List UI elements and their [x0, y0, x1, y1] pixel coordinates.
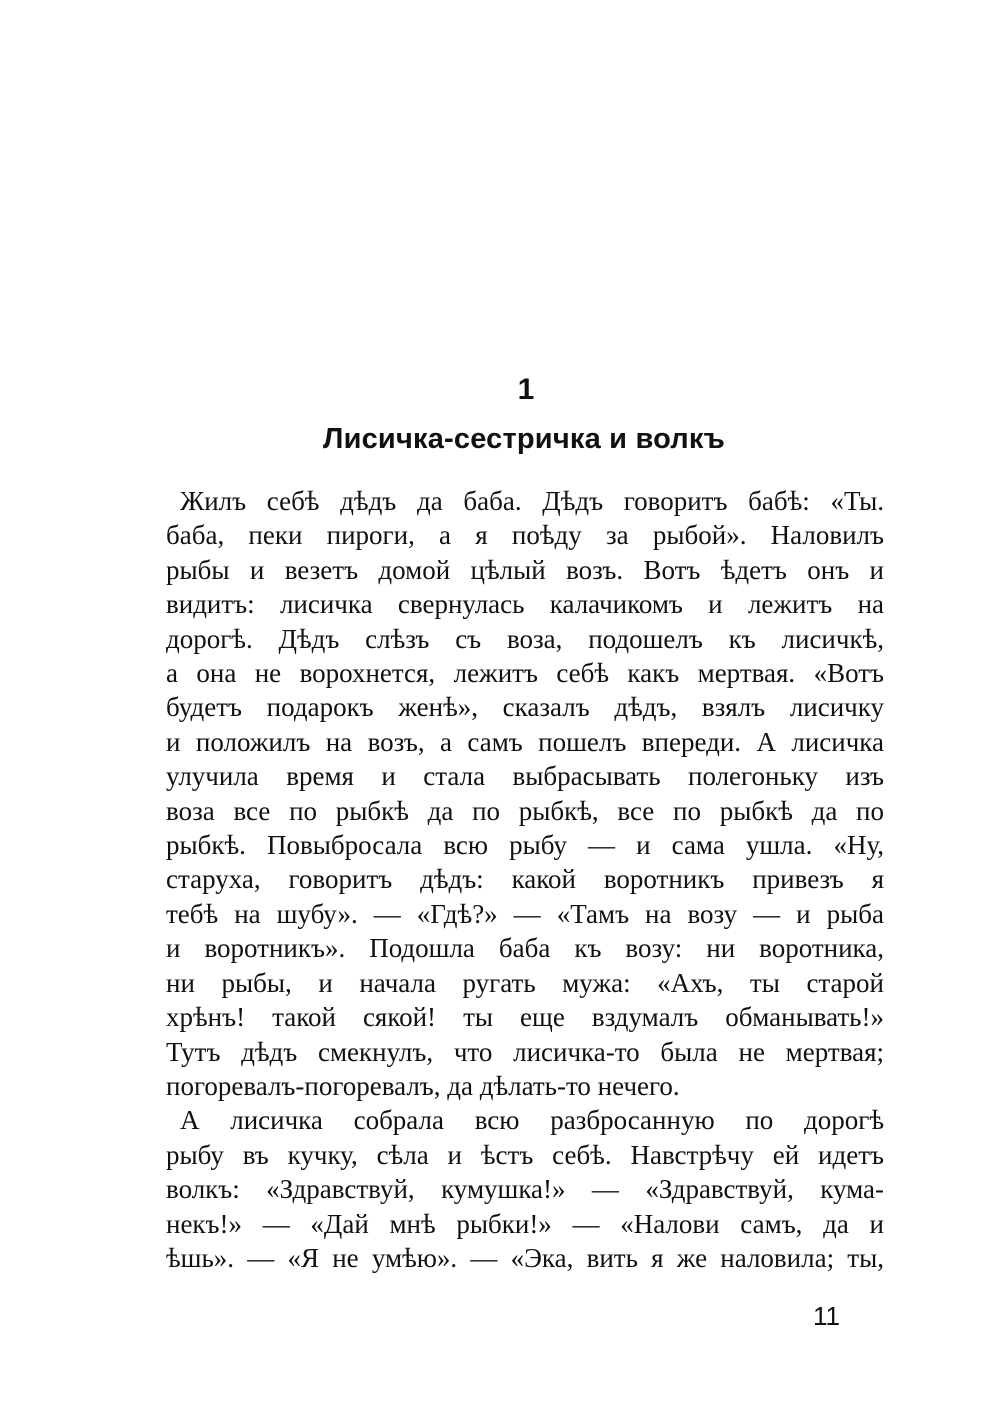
paragraph-1	[166, 484, 884, 1103]
text-line: дорогѣ. Дѣдъ слѣзъ съ воза, подошелъ къ лисичкѣ,	[166, 623, 884, 654]
text-line: хрѣнъ! такой сякой! ты еще вздумалъ обманывать!»	[166, 1002, 884, 1033]
text-line: и воротникъ». Подошла баба къ возу: ни воротника,	[166, 933, 884, 964]
text-line: ни рыбы, и начала ругать мужа: «Ахъ, ты старой	[166, 967, 884, 998]
page-number: 11	[813, 1301, 840, 1331]
text-line: старуха, говоритъ дѣдъ: какой воротникъ привезъ я	[166, 864, 884, 895]
text-line: волкъ: «Здравствуй, кумушка!» — «Здравствуй, кума-	[166, 1174, 884, 1205]
text-line: Жилъ себѣ дѣдъ да баба. Дѣдъ говоритъ бабѣ: «Ты.	[180, 486, 884, 516]
text-line: рыбу въ кучку, сѣла и ѣстъ себѣ. Навстрѣчу ей идетъ	[166, 1139, 884, 1170]
text-line: будетъ подарокъ женѣ», сказалъ дѣдъ, взялъ лисичку	[166, 692, 884, 723]
text-line: воза все по рыбкѣ да по рыбкѣ, все по рыбкѣ да по	[166, 795, 884, 826]
story-text	[166, 484, 884, 1275]
text-line: баба, пеки пироги, а я поѣду за рыбой». Наловилъ	[166, 520, 884, 551]
text-line: Тутъ дѣдъ смекнулъ, что лисичка-то была не мертвая;	[166, 1036, 884, 1067]
text-line: тебѣ на шубу». — «Гдѣ?» — «Тамъ на возу — и рыба	[166, 898, 884, 929]
text-line: а она не ворохнется, лежитъ себѣ какъ мертвая. «Вотъ	[166, 658, 884, 689]
chapter-number: 1	[517, 373, 535, 406]
text-line: и положилъ на возъ, а самъ пошелъ впереди. А лисичка	[166, 726, 884, 757]
text-line: рыбы и везетъ домой цѣлый возъ. Вотъ ѣдетъ онъ и	[166, 554, 884, 585]
text-line: рыбкѣ. Повыбросала всю рыбу — и сама ушла. «Ну,	[166, 830, 884, 861]
chapter-title: Лисичка-сестричка и волкъ	[323, 423, 725, 455]
text-line: ѣшь». — «Я не умѣю». — «Эка, вить я же наловила; ты,	[166, 1242, 884, 1273]
text-line: улучила время и стала выбрасывать полегоньку изъ	[166, 761, 884, 792]
paragraph-2	[166, 1103, 884, 1275]
text-line: погоревалъ-погоревалъ, да дѣлать-то нечего.	[166, 1070, 680, 1101]
text-line: видитъ: лисичка свернулась калачикомъ и лежитъ на	[166, 589, 884, 620]
text-line: некъ!» — «Дай мнѣ рыбки!» — «Налови самъ, да и	[166, 1208, 884, 1239]
text-line: А лисичка собрала всю разбросанную по дорогѣ	[180, 1105, 884, 1136]
